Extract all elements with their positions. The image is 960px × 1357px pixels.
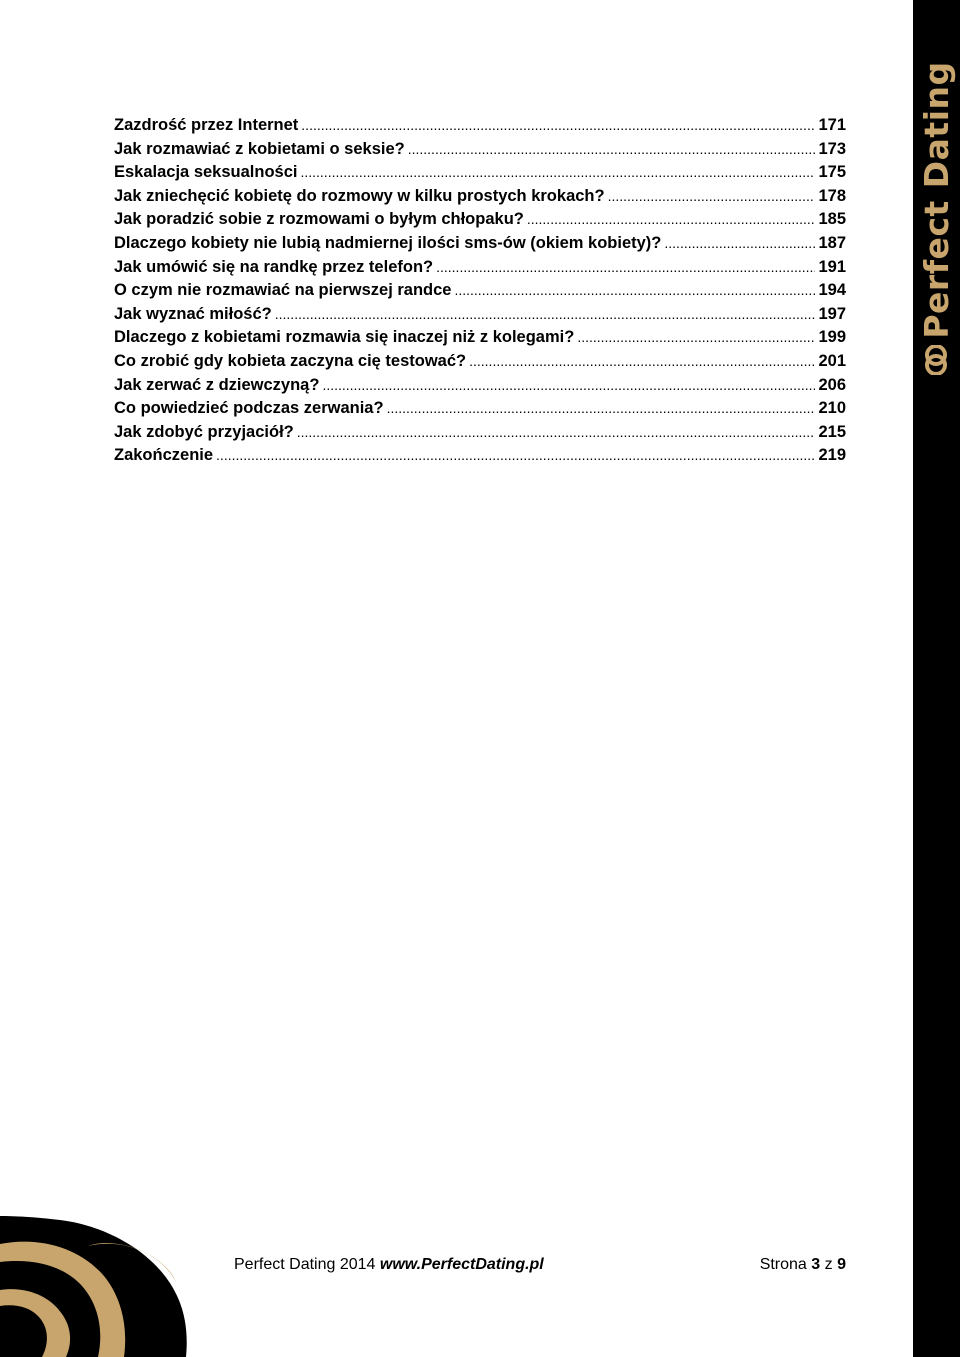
toc-entry-title: Co zrobić gdy kobieta zaczyna cię testować?: [114, 351, 467, 370]
of-label: z: [824, 1256, 833, 1273]
table-of-contents: [114, 114, 846, 468]
toc-entry-page: 185: [818, 210, 846, 229]
toc-dot-leader: [301, 114, 815, 138]
brand-logo: [916, 58, 956, 378]
toc-entry[interactable]: [114, 114, 846, 138]
toc-entry-page: 206: [818, 375, 846, 394]
page-number: [760, 1256, 846, 1274]
toc-entry-title: O czym nie rozmawiać na pierwszej randce: [114, 281, 452, 300]
toc-entry[interactable]: [114, 138, 846, 162]
toc-entry[interactable]: [114, 208, 846, 232]
toc-dot-leader: [436, 256, 815, 280]
toc-entry[interactable]: [114, 279, 846, 303]
toc-entry-title: Zakończenie: [114, 446, 214, 465]
toc-entry-title: Co powiedzieć podczas zerwania?: [114, 399, 384, 418]
toc-entry[interactable]: [114, 303, 846, 327]
toc-dot-leader: [664, 232, 815, 256]
toc-entry-title: Eskalacja seksualności: [114, 163, 298, 182]
toc-entry-page: 173: [818, 139, 846, 158]
toc-dot-leader: [275, 303, 816, 327]
toc-entry[interactable]: [114, 444, 846, 468]
toc-entry-page: 215: [818, 422, 846, 441]
toc-entry-title: Zazdrość przez Internet: [114, 116, 299, 134]
footer-left: [234, 1256, 544, 1274]
toc-dot-leader: [577, 326, 815, 350]
toc-entry-page: 191: [818, 257, 846, 276]
footer-text: Perfect Dating 2014: [234, 1256, 376, 1273]
toc-dot-leader: [608, 185, 816, 209]
toc-entry-title: Jak zdobyć przyjaciół?: [114, 422, 294, 441]
corner-logo-graphic: [0, 1216, 190, 1357]
toc-entry[interactable]: [114, 161, 846, 185]
toc-entry-title: Dlaczego z kobietami rozmawia się inaczej niż z kolegami?: [114, 328, 575, 347]
toc-entry[interactable]: [114, 374, 846, 398]
page-footer: [234, 1256, 846, 1274]
toc-entry-page: 210: [818, 399, 846, 418]
brand-name: Perfect Dating: [916, 61, 956, 339]
toc-entry-title: Dlaczego kobiety nie lubią nadmiernej ilości sms-ów (okiem kobiety)?: [114, 233, 662, 252]
toc-entry[interactable]: [114, 232, 846, 256]
toc-entry[interactable]: [114, 326, 846, 350]
toc-dot-leader: [300, 161, 815, 185]
toc-dot-leader: [322, 374, 815, 398]
toc-entry-title: Jak wyznać miłość?: [114, 304, 272, 323]
brand-mark-icon: [923, 345, 949, 375]
current-page: 3: [811, 1256, 821, 1273]
toc-entry[interactable]: [114, 421, 846, 445]
toc-entry-page: 178: [818, 186, 846, 205]
toc-entry-page: 187: [818, 233, 846, 252]
toc-entry[interactable]: [114, 350, 846, 374]
toc-entry-title: Jak rozmawiać z kobietami o seksie?: [114, 139, 405, 158]
toc-dot-leader: [216, 444, 815, 468]
toc-dot-leader: [297, 421, 816, 445]
toc-entry-page: 171: [818, 116, 846, 134]
toc-entry[interactable]: [114, 397, 846, 421]
toc-dot-leader: [527, 208, 816, 232]
toc-entry-page: 194: [818, 281, 846, 300]
page-label: Strona: [759, 1256, 807, 1273]
toc-entry-title: Jak zerwać z dziewczyną?: [114, 375, 320, 394]
toc-entry-title: Jak umówić się na randkę przez telefon?: [114, 257, 434, 276]
toc-dot-leader: [408, 138, 816, 162]
toc-entry-page: 199: [818, 328, 846, 347]
toc-entry[interactable]: [114, 256, 846, 280]
toc-entry-title: Jak poradzić sobie z rozmowami o byłym chłopaku?: [114, 210, 524, 229]
toc-entry-page: 175: [818, 163, 846, 182]
toc-dot-leader: [469, 350, 815, 374]
toc-dot-leader: [387, 397, 816, 421]
toc-entry-page: 219: [818, 446, 846, 465]
toc-entry-page: 197: [818, 304, 846, 323]
toc-entry[interactable]: [114, 185, 846, 209]
toc-dot-leader: [454, 279, 815, 303]
toc-entry-title: Jak zniechęcić kobietę do rozmowy w kilku prostych krokach?: [114, 186, 605, 205]
toc-entry-page: 201: [818, 351, 846, 370]
footer-site-link[interactable]: www.PerfectDating.pl: [379, 1256, 544, 1273]
total-pages: 9: [837, 1256, 846, 1273]
